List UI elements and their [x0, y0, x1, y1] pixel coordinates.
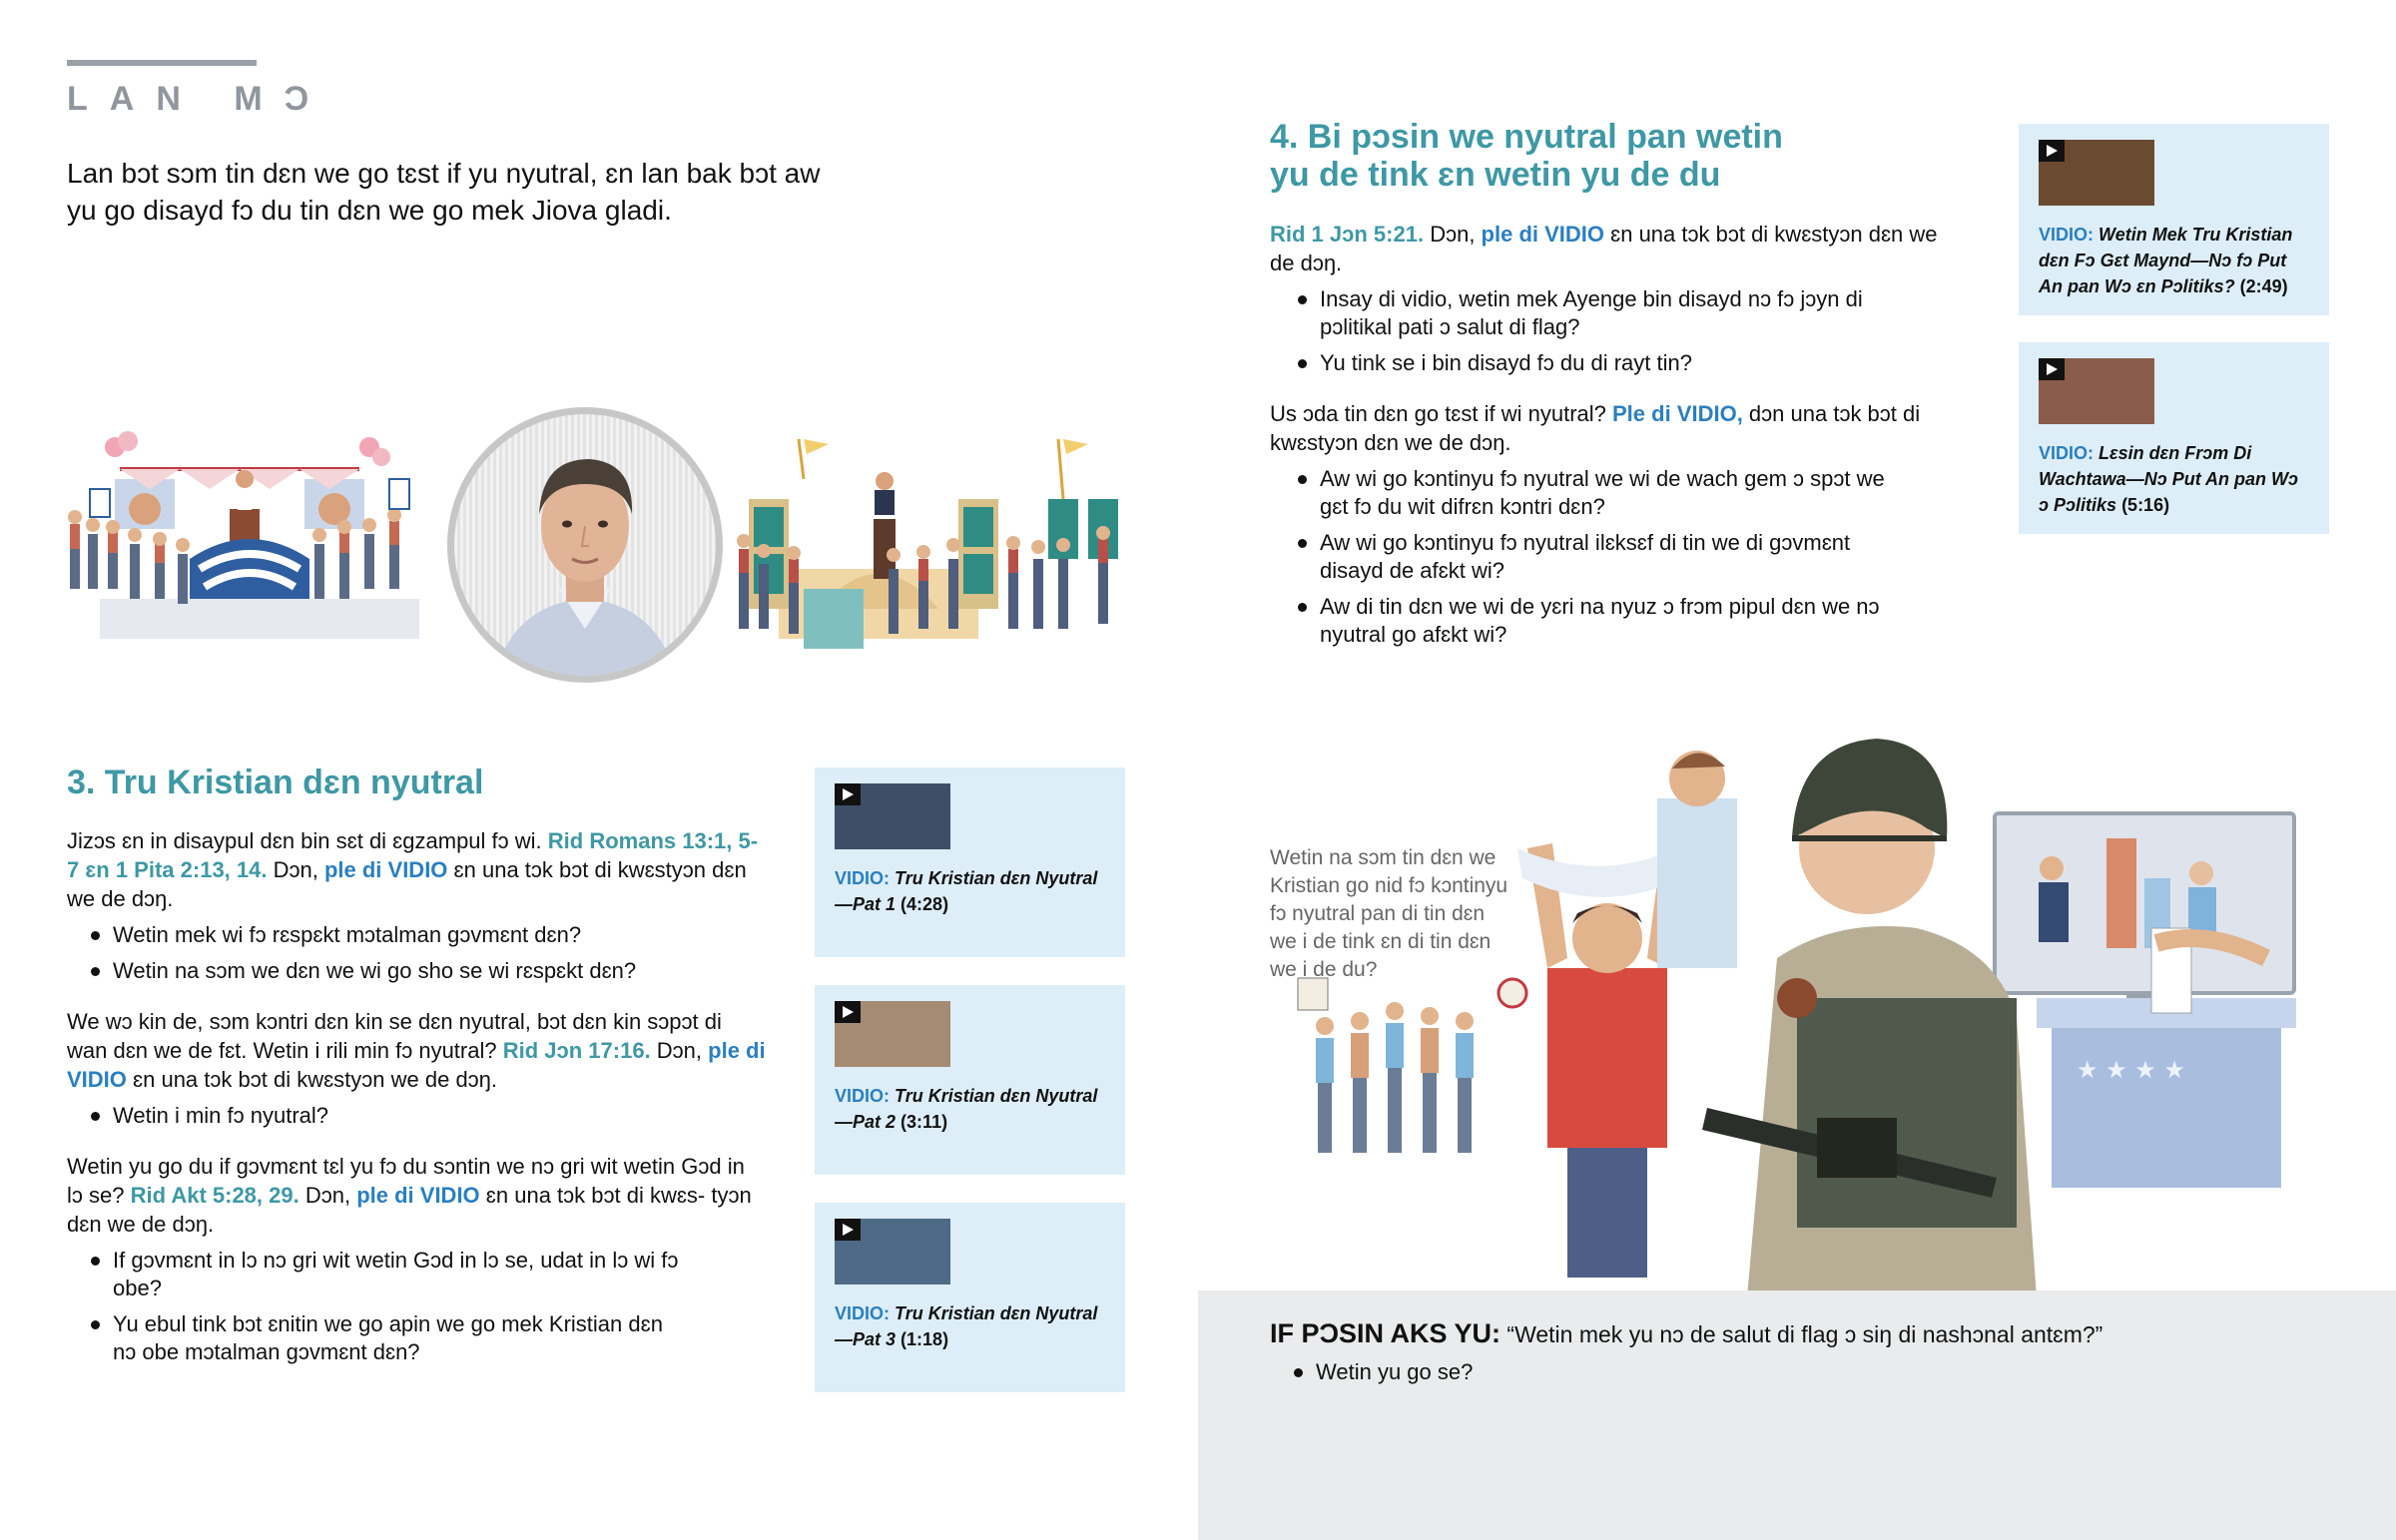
section-3-paragraph-1 — [67, 826, 766, 913]
section-3-questions-3 — [85, 1247, 684, 1366]
question-item: Insay di vidio, wetin mek Ayenge bin disayd nɔ fɔ jɔyn di pɔlitikal pati ɔ salut di flag? — [1292, 285, 1871, 341]
section-3-body — [67, 826, 766, 1366]
question-item: Wetin i min fɔ nyutral? — [85, 1102, 766, 1130]
paragraph-text: Dɔn, — [650, 1038, 709, 1063]
boy-figure — [1657, 751, 1737, 968]
question-item: Yu ebul tink bɔt ɛnitin we go apin we go mek Kristian dɛn nɔ obe mɔtalman gɔvmɛnt dɛn? — [85, 1310, 684, 1366]
video-title: Lɛsin dɛn Frɔm Di Wachtawa—Nɔ Put An pan Wɔ ɔ Pɔlitiks — [2039, 443, 2299, 515]
paragraph-text: We wɔ kin de, sɔm kɔntri dɛn kin se dɛn nyutral, bɔt dɛn kin sɔpɔt di wan dɛn we de fɛt. Wetin i rili min fɔ nyutral? — [67, 1009, 722, 1063]
scripture-reference-link[interactable]: Rid Akt 5:28, 29. — [130, 1183, 300, 1208]
paragraph-text: Us ɔda tin dɛn go tɛst if wi nyutral? — [1270, 401, 1612, 426]
section-3-paragraph-2 — [67, 1007, 766, 1094]
video-caption — [835, 865, 1104, 917]
question-item: Wetin na sɔm we dɛn we wi go sho se wi rɛspɛkt dɛn? — [85, 957, 766, 985]
intro-text: Lan bɔt sɔm tin dɛn we go tɛst if yu nyutral, ɛn lan bak bɔt aw yu go disayd fɔ du tin dɛn we go mek Jiova gladi. — [67, 158, 821, 226]
section-3-questions-1 — [85, 921, 766, 985]
section-4-paragraph-1 — [1270, 220, 1949, 277]
question-item: Yu tink se i bin disayd fɔ du di rayt tin? — [1292, 349, 1871, 377]
play-video-link[interactable]: ple di VIDIO — [67, 1038, 766, 1092]
paragraph-text: ɛn una tɔk bɔt di kwɛstyɔn dɛn we de dɔŋ. — [67, 857, 747, 911]
neutrality-scenes-illustration — [1278, 699, 2396, 1297]
video-label: VIDIO: — [835, 868, 891, 888]
paragraph-text: Jizɔs ɛn in disaypul dɛn bin sɛt di ɛgzampul fɔ wi. — [67, 828, 548, 853]
video-label: VIDIO: — [2039, 225, 2095, 245]
video-duration: (1:18) — [900, 1329, 949, 1349]
ask-lead: IF PƆSIN AKS YU: — [1270, 1318, 1501, 1348]
video-thumbnail[interactable] — [2039, 358, 2154, 424]
video-thumbnail[interactable] — [835, 1001, 950, 1067]
ask-question-line — [1270, 1317, 2102, 1350]
soldier-figure — [1702, 739, 2037, 1297]
video-card-3[interactable] — [815, 1203, 1125, 1392]
section-label: LAN MƆ — [67, 80, 331, 118]
section-4-questions-1 — [1292, 285, 1871, 377]
video-title: Wetin Mek Tru Kristian dɛn Fɔ Gɛt Maynd—Nɔ fɔ Put An pan Wɔ ɛn Pɔlitiks? — [2039, 225, 2293, 296]
scripture-reference-link[interactable]: Rid Jɔn 17:16. — [502, 1038, 651, 1063]
question-item: Aw wi go kɔntinyu fɔ nyutral ilɛksɛf di tin we di gɔvmɛnt disayd de afɛkt wi? — [1292, 529, 1891, 585]
paragraph-text: Dɔn, — [267, 857, 324, 882]
play-video-link[interactable]: ple di VIDIO — [323, 857, 448, 882]
video-card-5[interactable] — [2019, 342, 2329, 534]
video-duration: (5:16) — [2121, 495, 2170, 515]
video-duration: (3:11) — [900, 1112, 948, 1132]
scripture-reference-link[interactable]: Rid Romans 13:1, 5-7 ɛn 1 Pita 2:13, 14. — [67, 828, 759, 882]
paragraph-text: ɛn una tɔk bɔt di kwɛstyɔn dɛn we de dɔŋ. — [1270, 222, 1938, 275]
section-3-paragraph-3 — [67, 1152, 766, 1239]
question-item: Aw wi go kɔntinyu fɔ nyutral we wi de wach gem ɔ spɔt we gɛt fɔ du wit difrɛn kɔntri dɛn? — [1292, 465, 1891, 521]
question-item: If gɔvmɛnt in lɔ nɔ gri wit wetin Gɔd in lɔ se, udat in lɔ wi fɔ obe? — [85, 1247, 684, 1302]
video-title: Tru Kristian dɛn Nyutral—Pat 3 — [835, 1303, 1098, 1349]
video-duration: (2:49) — [2239, 276, 2288, 296]
video-card-2[interactable] — [815, 985, 1125, 1175]
section-3-questions-2 — [85, 1102, 766, 1130]
man-portrait-figure — [454, 414, 716, 676]
if-someone-asks — [1270, 1317, 2102, 1386]
paragraph-text: Wetin yu go du if gɔvmɛnt tɛl yu fɔ du sɔntin we nɔ gri wit wetin Gɔd in lɔ se? — [67, 1154, 745, 1208]
election-tv-screen — [1995, 813, 2294, 1003]
play-video-link[interactable]: ple di VIDIO — [1481, 222, 1605, 247]
question-item: Wetin mek wi fɔ rɛspɛkt mɔtalman gɔvmɛnt dɛn? — [85, 921, 766, 949]
video-card-4[interactable] — [2019, 124, 2329, 315]
play-icon[interactable] — [2039, 358, 2065, 380]
paragraph-text: dɔn una tɔk bɔt di kwɛstyɔn dɛn we de dɔŋ. — [1270, 401, 1921, 455]
paragraph-text: Dɔn, — [1424, 222, 1482, 247]
ask-bullets — [1288, 1358, 2102, 1386]
section-4-body — [1270, 220, 1949, 649]
section-4-questions-2 — [1292, 465, 1891, 649]
svg-text:★ ★ ★ ★: ★ ★ ★ ★ — [2077, 1056, 2185, 1084]
ask-question: “Wetin mek yu nɔ de salut di flag ɔ siŋ di nashɔnal antɛm?” — [1500, 1321, 2103, 1347]
paragraph-text: ɛn una tɔk bɔt di kwɛs- tyɔn dɛn we de dɔŋ. — [67, 1183, 752, 1237]
video-duration: (4:28) — [900, 894, 949, 914]
video-title: Tru Kristian dɛn Nyutral—Pat 1 — [835, 868, 1098, 914]
section-4-paragraph-2 — [1270, 399, 1949, 457]
video-label: VIDIO: — [835, 1086, 891, 1106]
video-caption — [835, 1300, 1104, 1352]
question-item: Aw di tin dɛn we wi de yɛri na nyuz ɔ frɔm pipul dɛn we nɔ nyutral go afɛkt wi? — [1292, 593, 1891, 649]
paragraph-text: ɛn una tɔk bɔt di kwɛstyɔn we de dɔŋ. — [126, 1067, 498, 1092]
video-thumbnail[interactable] — [835, 1219, 950, 1284]
man-portrait — [447, 407, 723, 683]
section-3-heading: 3. Tru Kristian dɛn nyutral — [67, 764, 484, 801]
play-icon[interactable] — [835, 783, 861, 805]
video-caption — [2039, 222, 2308, 299]
protest-group — [1298, 978, 1526, 1153]
play-icon[interactable] — [835, 1219, 861, 1241]
ask-bullet-item: Wetin yu go se? — [1288, 1358, 2102, 1386]
play-icon[interactable] — [835, 1001, 861, 1023]
video-title: Tru Kristian dɛn Nyutral—Pat 2 — [835, 1086, 1098, 1132]
video-label: VIDIO: — [835, 1303, 891, 1323]
video-thumbnail[interactable] — [835, 783, 950, 849]
play-video-link[interactable]: Ple di VIDIO, — [1612, 401, 1743, 426]
video-caption — [835, 1083, 1104, 1135]
section-4-heading: 4. Bi pɔsin we nyutral pan wetin yu de tink ɛn wetin yu de du — [1270, 118, 1783, 194]
paragraph-text: Dɔn, — [299, 1183, 357, 1208]
video-caption — [2039, 440, 2308, 518]
video-card-1[interactable] — [815, 768, 1125, 957]
play-icon[interactable] — [2039, 140, 2065, 162]
scripture-reference-link[interactable]: Rid 1 Jɔn 5:21. — [1270, 222, 1425, 247]
play-video-link[interactable]: ple di VIDIO — [356, 1183, 480, 1208]
video-label: VIDIO: — [2039, 443, 2095, 463]
illustration-caption: Wetin na sɔm tin dɛn we Kristian go nid fɔ kɔntinyu fɔ nyutral pan di tin dɛn we i de tink ɛn di tin dɛn we i de du? — [1270, 846, 1508, 981]
video-thumbnail[interactable] — [2039, 140, 2154, 206]
section-rule — [67, 60, 257, 66]
